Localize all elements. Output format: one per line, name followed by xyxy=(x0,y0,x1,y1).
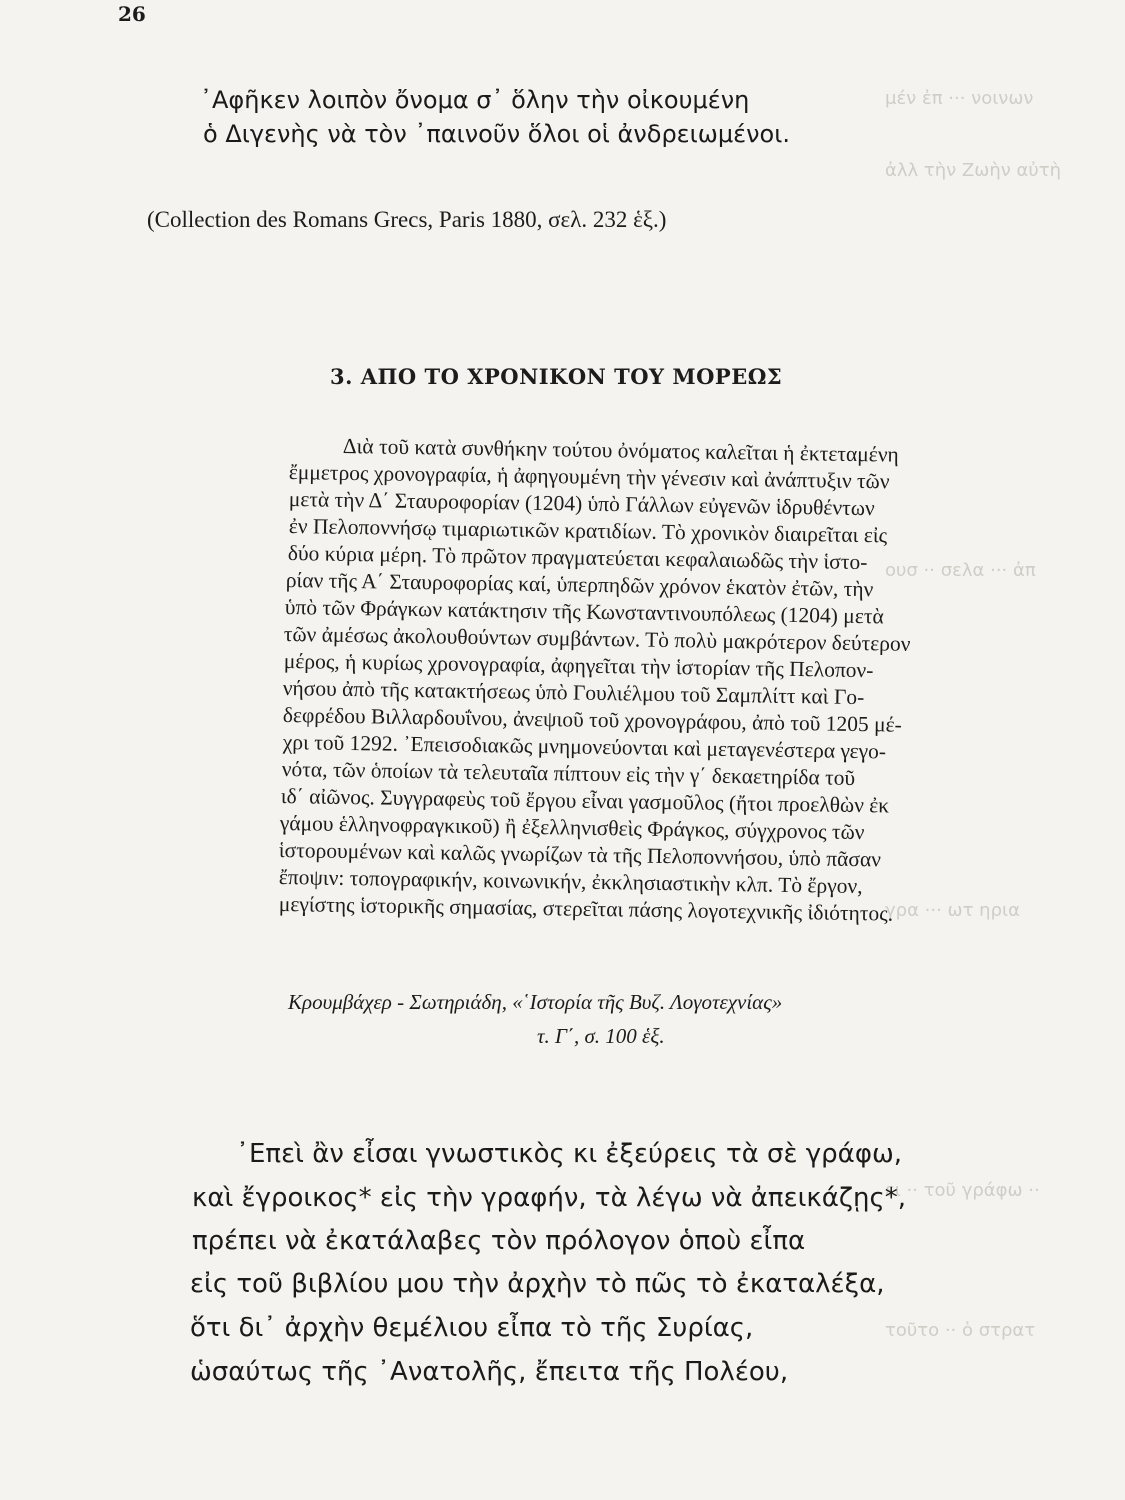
bleed-through-text: τοῦτο ·· ὁ στρατ xyxy=(885,1320,1036,1341)
paragraph-line: ὑπὸ τῶν Φράγκων κατάκτησιν τῆς Κωνσταντινουπόλεως (1204) μετὰ xyxy=(284,595,884,629)
source-volume: τ. Γ΄, σ. 100 ἑξ. xyxy=(537,1024,665,1048)
paragraph-line: μετὰ τὴν Δ΄ Σταυροφορίαν (1204) ὑπὸ Γάλλων εὐγενῶν ἱδρυθέντων xyxy=(288,487,875,521)
verse-line: ὁ Διγενὴς νὰ τὸν ᾿παινοῦν ὅλοι οἱ ἀνδρειωμένοι. xyxy=(203,120,790,148)
paragraph-line: ιδ΄ αἰῶνος. Συγγραφεὺς τοῦ ἔργου εἶναι γασμοῦλος (ἤτοι προελθὼν ἐκ xyxy=(280,784,890,818)
verse-line: ᾿Επεὶ ἂν εἶσαι γνωστικὸς κι ἐξεύρεις τὰ σὲ γράφω, xyxy=(236,1139,903,1169)
source-attribution: Κρουμβάχερ - Σωτηριάδη, «῾Ιστορία τῆς Βυζ. Λογοτεχνίας» xyxy=(288,990,783,1014)
verse-line: ὡσαύτως τῆς ᾿Ανατολῆς, ἔπειτα τῆς Πολέου, xyxy=(190,1357,789,1387)
verse-line: ᾿Αφῆκεν λοιπὸν ὄνομα σ᾿ ὅλην τὴν οἰκουμένη xyxy=(200,86,750,114)
paragraph-line: νότα, τῶν ὁποίων τὰ τελευταῖα πίπτουν εἰς τὴν γ΄ δεκαετηρίδα τοῦ xyxy=(281,757,856,791)
paragraph-line: ἔποψιν: τοπογραφικήν, κοινωνικήν, ἐκκλησιαστικὴν κλπ. Τὸ ἔργον, xyxy=(278,865,863,899)
paragraph-line: ἱστορουμένων καὶ καλῶς γνωρίζων τὰ τῆς Πελοποννήσου, ὑπὸ πᾶσαν xyxy=(278,838,882,872)
paragraph-line: Διὰ τοῦ κατὰ συνθήκην τούτου ὀνόματος καλεῖται ἡ ἐκτεταμένη xyxy=(342,434,899,467)
paragraph-line: ρίαν τῆς Α΄ Σταυροφορίας καί, ὑπερπηδῶν χρόνον ἑκατὸν ἐτῶν, τὴν xyxy=(285,568,874,602)
paragraph-line: ἐν Πελοποννήσῳ τιμαριωτικῶν κρατιδίων. Τὸ χρονικὸν διαιρεῖται εἰς xyxy=(288,514,888,548)
paragraph-line: τῶν ἀμέσως ἀκολουθούντων συμβάντων. Τὸ πολὺ μακρότερον δεύτερον xyxy=(283,622,911,656)
verse-line: εἰς τοῦ βιβλίου μου τὴν ἀρχὴν τὸ πῶς τὸ ἐκαταλέξα, xyxy=(190,1269,885,1299)
bleed-through-text: ουσ ·· σελα ··· ἀπ xyxy=(885,560,1036,581)
paragraph-line: δύο κύρια μέρη. Τὸ πρῶτον πραγματεύεται κεφαλαιωδῶς τὴν ἱστο- xyxy=(287,541,868,575)
paragraph-line: χρι τοῦ 1292. ᾿Επεισοδιακῶς μνημονεύονται καὶ μεταγενέστερα γεγο- xyxy=(282,730,887,764)
bleed-through-text: ει ·· τοῦ γράφω ·· xyxy=(885,1180,1040,1201)
bleed-through-text: μέν ἐπ ··· νοινων xyxy=(885,88,1034,109)
citation: (Collection des Romans Grecs, Paris 1880, σελ. 232 ἑξ.) xyxy=(147,207,667,232)
page-number: 26 xyxy=(118,2,146,26)
paragraph-line: δεφρέδου Βιλλαρδουΐνου, ἀνεψιοῦ τοῦ χρονογράφου, ἀπὸ τοῦ 1205 μέ- xyxy=(282,703,903,737)
bleed-through-text: ἀλλ τὴν Ζωὴν αὐτὴ xyxy=(885,160,1062,181)
section-heading: 3. ΑΠΟ ΤΟ ΧΡΟΝΙΚΟΝ ΤΟΥ ΜΟΡΕΩΣ xyxy=(330,364,783,389)
verse-line: ὅτι δι᾿ ἀρχὴν θεμέλιου εἶπα τὸ τῆς Συρίας, xyxy=(190,1313,754,1343)
verse-line: πρέπει νὰ ἐκατάλαβες τὸν πρόλογον ὁποὺ εἶπα xyxy=(192,1226,806,1256)
bleed-through-text: γρα ··· ωτ ηρια xyxy=(885,900,1020,921)
paragraph-line: μεγίστης ἱστορικῆς σημασίας, στερεῖται πάσης λογοτεχνικῆς ἰδιότητος. xyxy=(278,892,894,926)
paragraph-line: γάμου ἑλληνοφραγκικοῦ) ἢ ἐξελληνισθεὶς Φράγκος, σύγχρονος τῶν xyxy=(279,811,865,845)
paragraph-line: μέρος, ἡ κυρίως χρονογραφία, ἀφηγεῖται τὴν ἱστορίαν τῆς Πελοπον- xyxy=(283,649,874,683)
paragraph-line: νήσου ἀπὸ τῆς κατακτήσεως ὑπὸ Γουλιέλμου τοῦ Σαμπλίττ καὶ Γο- xyxy=(282,676,865,710)
verse-line: καὶ ἔγροικος* εἰς τὴν γραφήν, τὰ λέγω νὰ ἀπεικάζῃς*, xyxy=(192,1183,907,1213)
paragraph-line: ἔμμετρος χρονογραφία, ἡ ἀφηγουμένη τὴν γένεσιν καὶ ἀνάπτυξιν τῶν xyxy=(288,460,890,494)
